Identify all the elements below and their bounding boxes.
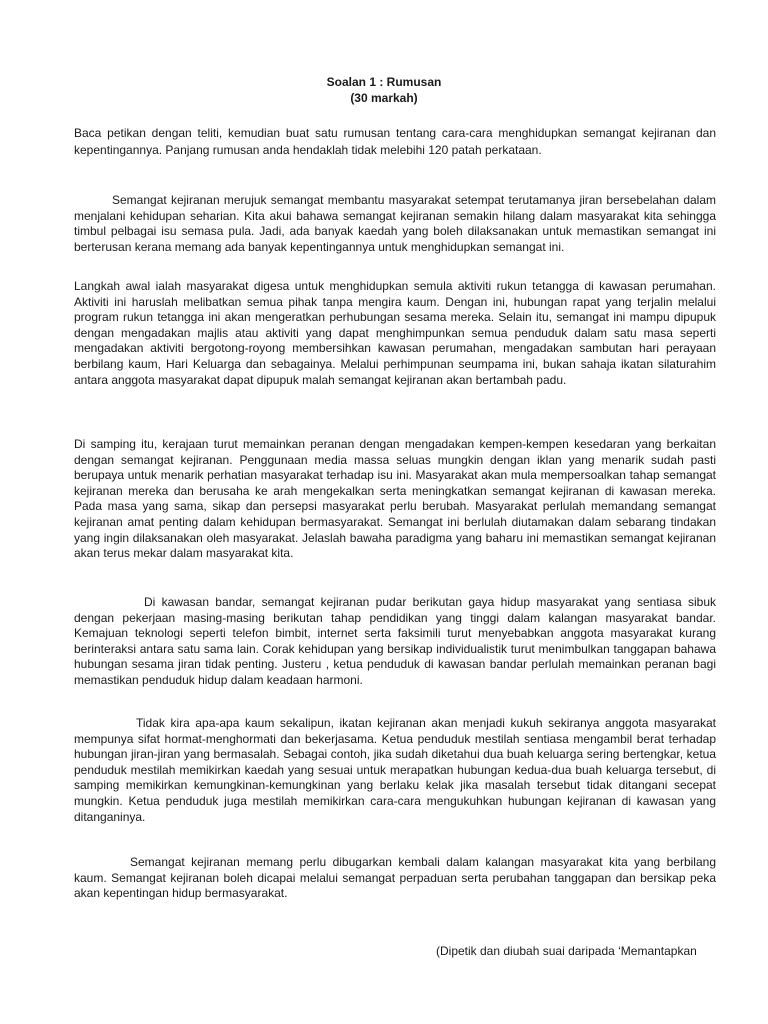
marks-label: (30 markah) bbox=[350, 91, 418, 105]
passage-paragraph-5: Tidak kira apa-apa kaum sekalipun, ikatan kejiranan akan menjadi kukuh sekiranya anggota masyarakat mempunya sifat hormat-menghormati dan bekerjasama. Ketua penduduk mestilah sentiasa mengambil berat terhadap hubungan jiran-jiran yang bermasalah. Sebagai contoh, jika sudah diketahui dua buah keluarga sering bertengkar, ketua penduduk mestilah memikirkan kaedah yang sesuai untuk merapatkan hubungan kedua-dua buah keluarga tersebut, di samping memikirkan kemungkinan-kemungkinan yang berlaku kelak jika masalah tersebut tidak ditangani secepat mungkin. Ketua penduduk juga mestilah memikirkan cara-cara mengukuhkan hubungan kejiranan di kawasan yang ditanganinya. bbox=[74, 716, 716, 824]
passage-paragraph-6: Semangat kejiranan memang perlu dibugarkan kembali dalam kalangan masyarakat kita yang berbilang kaum. Semangat kejiranan boleh dicapai melalui semangat perpaduan serta perubahan tanggapan dan bersikap peka akan kepentingan hidup bermasyarakat. bbox=[74, 855, 716, 901]
source-citation: (Dipetik dan diubah suai daripada ‘Memantapkan bbox=[436, 944, 697, 958]
passage-paragraph-1: Semangat kejiranan merujuk semangat membantu masyarakat setempat terutamanya jiran bersebelahan dalam menjalani kehidupan seharian. Kita akui bahawa semangat kejiranan semakin hilang dalam masyarakat kita sehingga timbul pelbagai isu semasa pula. Jadi, ada banyak kaedah yang boleh dilaksanakan untuk memastikan semangat ini berterusan kerana memang ada banyak kepentingannya untuk menghidupkan semangat ini. bbox=[74, 193, 716, 254]
passage-paragraph-3: Di samping itu, kerajaan turut memainkan peranan dengan mengadakan kempen-kempen kesedaran yang berkaitan dengan semangat kejiranan. Penggunaan media massa seluas mungkin dengan iklan yang menarik sudah pasti berupaya untuk menarik perhatian masyarakat terhadap isu ini. Masyarakat akan mula mempersoalkan tahap semangat kejiranan mereka dan berusaha ke arah mengekalkan serta meningkatkan semangat kejiranan di kawasan mereka. Pada masa yang sama, sikap dan persepsi masyarakat perlu berubah. Masyarakat perlulah memandang semangat kejiranan amat penting dalam kehidupan bermasyarakat. Semangat ini berlulah diutamakan dalam sebarang tindakan yang ingin dilaksanakan oleh masyarakat. Jelaslah bawaha paradigma yang baharu ini memastikan semangat kejiranan akan terus mekar dalam masyarakat kita. bbox=[74, 437, 716, 561]
passage-paragraph-4: Di kawasan bandar, semangat kejiranan pudar berikutan gaya hidup masyarakat yang sentiasa sibuk dengan pekerjaan masing-masing berikutan tahap pendidikan yang tinggi dalam kalangan masyarakat bandar. Kemajuan teknologi seperti telefon bimbit, internet serta faksimili turut menyebabkan anggota masyarakat kurang berinteraksi antara satu sama lain. Corak kehidupan yang bersikap individualistik turut menimbulkan tanggapan bahawa hubungan sesama jiran tidak penting. Justeru , ketua penduduk di kawasan bandar perlulah memainkan peranan bagi memastikan penduduk hidup dalam keadaan harmoni. bbox=[74, 595, 716, 687]
instruction-text: Baca petikan dengan teliti, kemudian buat satu rumusan tentang cara-cara menghidupkan semangat kejiranan dan kepentingannya. Panjang rumusan anda hendaklah tidak melebihi 120 patah perkataan. bbox=[74, 126, 716, 157]
passage-paragraph-2: Langkah awal ialah masyarakat digesa untuk menghidupkan semula aktiviti rukun tetangga di kawasan perumahan. Aktiviti ini haruslah melibatkan semua pihak tanpa mengira kaum. Dengan ini, hubungan rapat yang terjalin melalui program rukun tetangga ini akan mengeratkan perhubungan sesama mereka. Selain itu, semangat ini mampu dipupuk dengan mengadakan majlis atau aktiviti yang dapat menghimpunkan semua penduduk dalam satu masa seperti mengadakan aktiviti bergotong-royong membersihkan kawasan perumahan, mengadakan sambutan hari perayaan berbilang kaum, Hari Keluarga dan sebagainya. Melalui perhimpunan seumpama ini, bukan sahaja ikatan silaturahim antara anggota masyarakat dapat dipupuk malah semangat kejiranan akan bertambah padu. bbox=[74, 279, 716, 387]
question-title: Soalan 1 : Rumusan bbox=[326, 75, 442, 89]
